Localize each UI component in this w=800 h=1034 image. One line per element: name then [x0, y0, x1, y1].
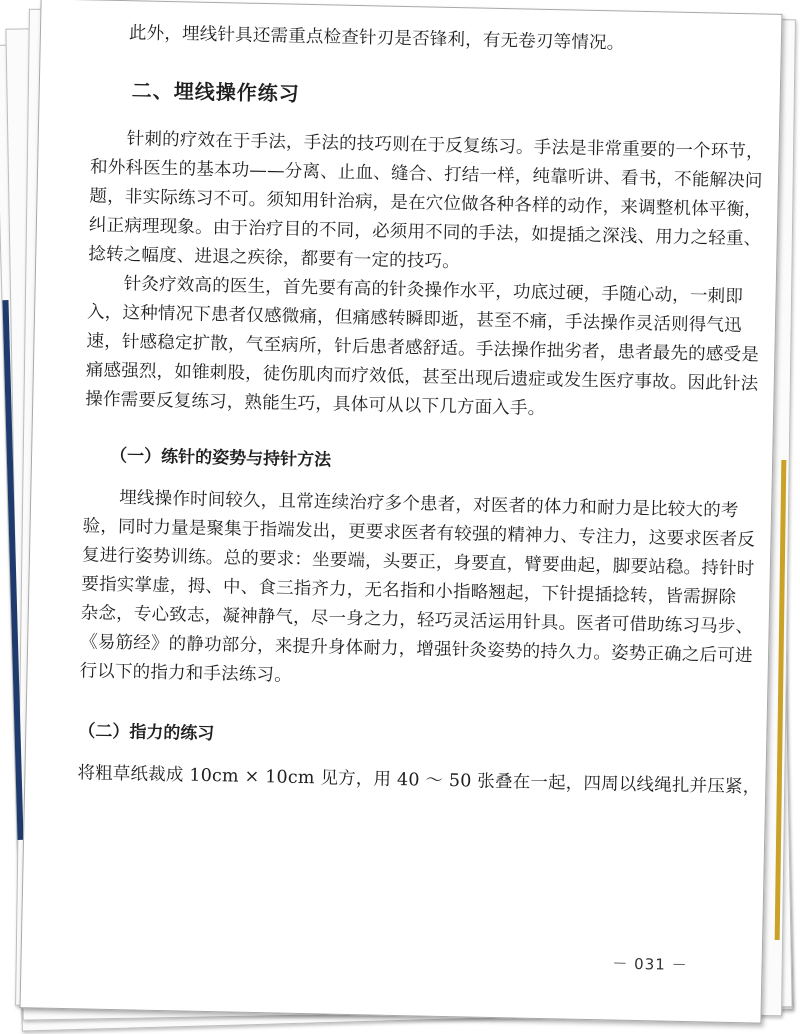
paragraph-line: 《易筋经》的静功部分，来提升身体耐力，增强针灸姿势的持久力。姿势正确之后可进	[79, 632, 753, 667]
paragraph-line: 验，同时力量是聚集于指端发出，更要求医者有较强的精神力、专注力，这要求医者反	[82, 516, 756, 551]
paragraph-line: 捻转之幅度、进退之疾徐，都要有一定的技巧。	[88, 244, 461, 273]
subsection-heading-1: （一）练针的姿势与持针方法	[109, 445, 332, 471]
paragraph-line: 要指实掌虚，拇、中、食三指齐力，无名指和小指略翘起，下针提插捻转，皆需摒除	[81, 574, 737, 609]
paragraph-line: 复进行姿势训练。总的要求：坐要端，头要正，身要直，臂要曲起，脚要站稳。持针时	[81, 545, 755, 580]
paragraph-line: 针灸疗效高的医生，首先要有高的针灸操作水平，功底过硬，手随心动，一刺即	[123, 274, 744, 308]
subsection-heading-2: （二）指力的练习	[78, 721, 215, 745]
page-content	[77, 18, 764, 801]
paragraph-4	[77, 759, 761, 801]
paragraph-line: 题，非实际练习不可。须知用针治病，是在穴位做各种各样的动作，来调整机体平衡，	[89, 186, 763, 221]
paragraph-line: 针刺的疗效在于手法，手法的技巧则在于反复练习。手法是非常重要的一个环节，	[126, 129, 764, 163]
paragraph-line: 入，这种情况下患者仅感微痛，但痛感转瞬即逝，甚至不痛，手法操作灵活则得气迅	[86, 302, 743, 337]
paragraph-line: 操作需要反复练习，熟能生巧，具体可从以下几方面入手。	[85, 389, 546, 419]
paragraph-line: 纠正病理现象。由于治疗目的不同，必须用不同的手法，如提插之深浅、用力之轻重、	[88, 215, 762, 250]
paragraph-3	[79, 483, 756, 699]
page-number: － 031 －	[612, 954, 688, 975]
paragraph-line: 痛感强烈，如锥刺股，徒伤肌肉而疗效低，甚至出现后遗症或发生医疗事故。因此针法	[85, 360, 759, 395]
paragraph-line: 将粗草纸裁成 10cm × 10cm 见方，用 40 ～ 50 张叠在一起，四周以线绳扎并压紧，	[77, 763, 761, 798]
paragraph-line: 速，针感稳定扩散，气至病所，针后患者感舒适。手法操作拙劣者，患者最先的感受是	[86, 331, 760, 366]
book-page	[20, 0, 783, 1024]
section-heading: 二、埋线操作练习	[131, 78, 300, 106]
paragraph-line: 和外科医生的基本功——分离、止血、缝合、打结一样，纯靠听讲、看书，不能解决问	[89, 157, 763, 192]
paragraph-1	[88, 124, 764, 282]
paragraph-2	[85, 269, 760, 427]
paragraph-line: 行以下的指力和手法练习。	[79, 661, 293, 686]
paragraph-line: 埋线操作时间较久，且常连续治疗多个患者，对医者的体力和耐力是比较大的考	[118, 488, 739, 522]
intro-line: 此外，埋线针具还需重点检查针刃是否锋利，有无卷刃等情况。	[128, 23, 625, 54]
paragraph-line: 杂念，专心致志，凝神静气，尽一身之力，轻巧灵活运用针具。医者可借助练习马步、	[80, 603, 754, 638]
